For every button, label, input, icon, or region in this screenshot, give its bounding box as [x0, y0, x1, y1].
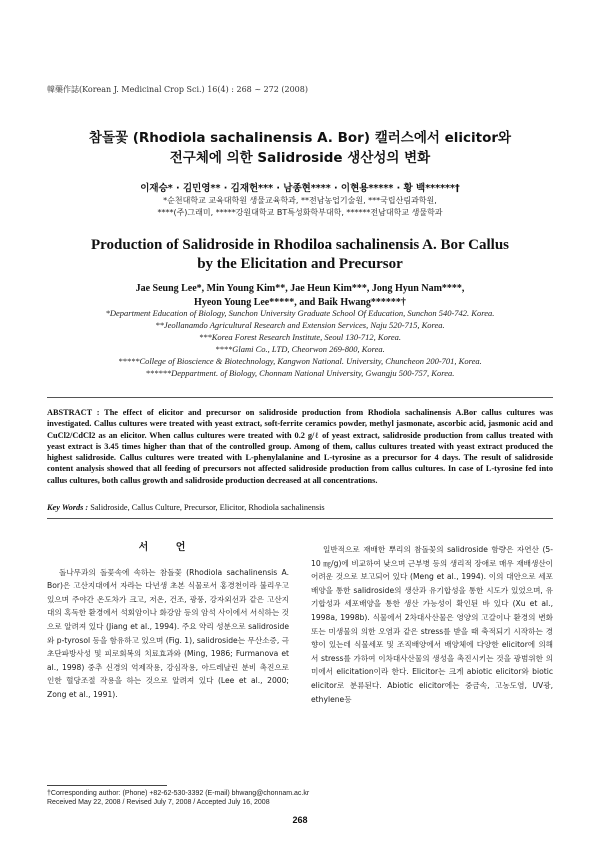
english-affiliation: ***Korea Forest Research Institute, Seoul 130-712, Korea.: [198, 332, 401, 342]
english-authors-line-2: Hyeon Young Lee*****, and Baik Hwang******†: [194, 297, 406, 308]
received-dates-footnote: Received May 22, 2008 / Revised July 7, 2008 / Accepted July 16, 2008: [47, 799, 270, 806]
korean-affiliations-line-1: *순천대학교 교육대학원 생물교육학과, **전남농업기술원, ***국립산림과학원,: [163, 196, 437, 205]
body-paragraph: 일반적으로 재배한 뿌리의 참돌꽃의 salidroside 함량은 자연산 (5-10 ㎎/g)에 비교하여 낮으며 근부병 등의 생리적 장애로 매우 재배생산이 어려운 것으로 보고되어 있다 (Meng et al., 1994). 이의 대안으로 세포배양을 통한 salidroside의 생산과 유기합성을 통한 시도가 있었으며, 유기합성과 세포배양을 통한 생산 가능성이 확인된 바 있다 (Xu et al., 1998a, 1998b). 식물에서 2차대사산물은 영양의 고갈이나 환경의 변화 또는 미생물의 의한 오염과 같은 stress를 받을 때 축적되기 시작하는 경향이 있는데 식물세포 및 조직배양에서 배양체에 다양한 elicitor에 의해서 stress를 가하여 이차대사산물의 생성을 촉진시키는 것을 광범위한 의미에서 elicitation이라 한다. Elicitor는 크게 abiotic elicitor와 biotic elicitor로 분류된다. Abiotic elicitor에는 중금속, 고농도염, UV광, ethylene등: [311, 545, 553, 704]
corresponding-author-footnote: †Corresponding author: (Phone) +82-62-530-3392 (E-mail) bhwang@chonnam.ac.kr: [47, 790, 310, 797]
body-column-right: [311, 543, 553, 706]
english-affiliation: *****College of Bioscience & Biotechnology, Kangwon National. University, Chuncheon 200-701, Korea.: [118, 356, 482, 366]
page-number: 268: [292, 815, 308, 825]
body-paragraph: 돌나무과의 돌꽃속에 속하는 참돌꽃 (Rhodiola sachalinensis A. Bor)은 고산지대에서 자라는 다년생 초본 식물로서 홍경천이라 불리우고 있으며 주야간 온도차가 크고, 저온, 건조, 광풍, 강자외선과 같은 고산지대의 혹독한 환경에서 석회암이나 화강암 등의 암석 사이에서 서식하는 것으로 알려져 있다 (Jiang et al., 1994). 주요 약리 성분으로 salidroside와 p-tyrosol 등을 함유하고 있으며 (Fig. 1), salidroside는 무산소증, 극초단파방사성 및 피로회복의 치료효과와 (Ming, 1986; Furmanova et al., 1998) 중추 신경의 억제작용, 강심작용, 아드레날린 분비 촉진으로 인한 혈당조절 작용을 하는 것으로 알려져 있다 (Lee et al., 2000; Zong et al., 1991).: [47, 567, 289, 699]
english-affiliation: ****Glami Co., LTD, Cheorwon 269-800, Korea.: [215, 344, 385, 354]
abstract-bottom-divider: [47, 518, 553, 519]
english-authors-line-1: Jae Seung Lee*, Min Young Kim**, Jae Heun Kim***, Jong Hyun Nam****,: [135, 283, 465, 294]
abstract: ABSTRACT : The effect of elicitor and precursor on salidroside production from Rhodiola sachalinensis A.Bor callus cultures was investigated. Callus cultures were treated with yeast extract, soft-ferrite ceramics powder, methyl jasmonate, ascorbic acid, jasmonic acid and CuCl2/CdCl2 as an elicitor. When callus cultures were treated with 0.2 g/ℓ of yeast extract, salidroside production from callus treated with yeast extract is 3.45 times higher than that of the controlled group. Among of them, callus cultures treated with yeast extract produced the highest salidroside. Callus cultures were treated with L-phenylalanine and L-tyrosine as a precursor for 4 days. The result of salidroside content analysis showed that all feeding of precursors not affected salidroside production from callus cultures. In case of L-tyrosine fed into callus cultures, both callus growth and salidroside production decreased at all concentrations.: [47, 408, 553, 485]
section-title-introduction: 서 언: [138, 542, 198, 553]
keywords: [47, 503, 553, 512]
korean-affiliations-line-2: ****(주)그래미, *****강원대학교 BT특성화학부대학, ******전남대학교 생물학과: [157, 208, 443, 217]
english-title-line-2: by the Elicitation and Precursor: [197, 256, 403, 272]
korean-title-line-1: 참돌꽃 (Rhodiola sachalinensis A. Bor) 캘러스에서 elicitor와: [88, 130, 512, 146]
english-affiliation: ******Deppartment. of Biology, Chonnam National University, Gwangju 500-757, Korea.: [145, 368, 455, 378]
footnote-divider: [47, 785, 167, 786]
english-title-line-1: Production of Salidroside in Rhodiloa sachalinensis A. Bor Callus: [90, 237, 509, 253]
korean-authors: 이재승* · 김민영** · 김재헌*** · 남종현**** · 이현용***** · 황 백******†: [140, 183, 460, 194]
english-affiliation: *Department Education of Biology, Sunchon University Graduate School Of Education, Sunchon 540-742. Korea.: [105, 308, 495, 318]
english-affiliation: **Jeollanamdo Agricultural Research and Extension Services, Naju 520-715, Korea.: [155, 320, 445, 330]
korean-title-line-2: 전구체에 의한 Salidroside 생산성의 변화: [169, 150, 431, 166]
body-column-left: [47, 541, 289, 702]
abstract-top-divider: [47, 397, 553, 398]
keywords-label: Key Words :: [47, 503, 89, 512]
keywords-text: Salidroside, Callus Culture, Precursor, Elicitor, Rhodiola sachalinensis: [88, 503, 325, 512]
journal-header: 韓藥作誌(Korean J. Medicinal Crop Sci.) 16(4) : 268 ~ 272 (2008): [47, 85, 308, 94]
